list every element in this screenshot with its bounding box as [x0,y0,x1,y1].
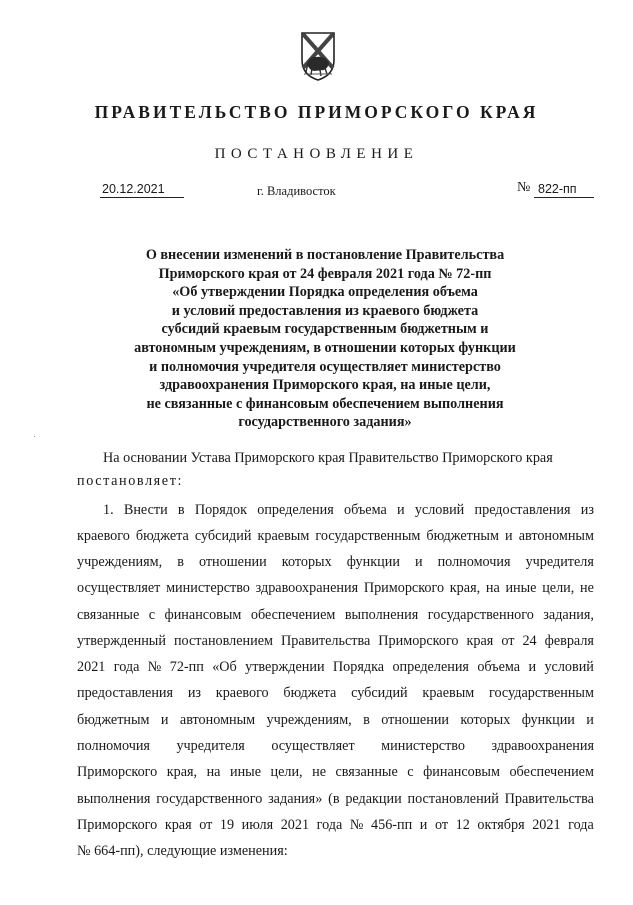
body-word: цели, [270,764,303,780]
body-word: 2021 [532,817,561,833]
body-line [77,631,594,651]
body-line [77,552,594,572]
body-line [77,605,594,625]
body-word: и [419,817,428,833]
body-word: края, [449,580,481,596]
body-line: постановляет: [77,473,184,489]
body-word: краевым [257,528,310,544]
body-word: цели, [542,580,575,596]
body-word: отношении [198,554,267,570]
body-word: 19 [219,817,235,833]
body-word: № [147,659,162,675]
body-word: предоставления [77,685,174,701]
body-word: краевым [422,685,475,701]
body-word: и [397,502,405,518]
body-word: государственным [315,528,421,544]
body-word: бюджета [135,528,189,544]
body-word: выполнения [344,607,419,623]
body-word: из [187,685,202,701]
body-word: в [177,554,184,570]
body-word: субсидий [194,528,252,544]
body-line [103,500,594,520]
body-word: не [580,580,594,596]
body-word: от [199,817,213,833]
body-word: здравоохранения [255,580,359,596]
body-word: которых [281,554,332,570]
body-word: краевого [77,528,130,544]
body-word: из [580,502,594,518]
body-line [77,710,594,730]
document-date: 20.12.2021 [100,182,184,198]
body-word: и [505,528,513,544]
body-word: 2021 [77,659,106,675]
body-word: определения [392,659,469,675]
body-word: и [528,659,537,675]
subject-line: и полномочия учредителя осуществляет министерство [149,358,501,375]
body-word: края [466,633,494,649]
government-title: ПРАВИТЕЛЬСТВО ПРИМОРСКОГО КРАЯ [94,102,539,122]
body-word: Правительства [504,791,594,807]
body-word: связанные [335,764,398,780]
body-word: Правительства [280,633,371,649]
body-line [77,578,594,598]
body-word: постановлением [173,633,273,649]
body-word: функции [521,712,575,728]
body-word: 2021 [280,817,310,833]
number-sign: № [517,180,531,195]
body-word: условий [414,502,465,518]
body-word: в [177,502,185,518]
body-word: которых [460,712,511,728]
body-word: учредителя [525,554,594,570]
body-word: Приморского [363,580,445,596]
body-word: 72-пп [169,659,204,675]
body-word: «Об [212,659,237,675]
body-word: учреждениям, [266,712,352,728]
body-word: (в [328,791,340,807]
body-word: отношении [381,712,450,728]
body-word: задания» [268,791,323,807]
body-word: субсидий [351,685,408,701]
body-word: Порядка [332,659,385,675]
body-line [77,683,594,703]
subject-line: и условий предоставления из краевого бюджета [171,302,479,319]
body-word: обеспечением [509,764,594,780]
body-word: обеспечением [250,607,336,623]
body-word: 24 [522,633,537,649]
body-word: финансовым [164,607,242,623]
body-word: Приморского [378,633,459,649]
body-word: и [414,554,423,570]
subject-line: автономным учреждениям, в отношении которых функции [134,339,516,356]
body-word: министерство [381,738,465,754]
body-word: предоставления [474,502,571,518]
body-word: автономным [179,712,256,728]
subject-line: Приморского края от 24 февраля 2021 года № 72-пп [158,265,492,282]
body-word: объема [477,659,521,675]
body-line [77,789,594,809]
body-word: Порядок [194,502,248,518]
body-word: учреждениям, [77,554,163,570]
body-word: иные [505,580,537,596]
body-word: от [501,633,515,649]
body-word: редакции [345,791,402,807]
body-word: связанные [77,607,140,623]
body-word: задания, [543,607,594,623]
body-word: утверждении [245,659,325,675]
body-word: краевого [215,685,269,701]
body-word: функции [346,554,400,570]
body-word: № [349,817,364,833]
body-line [77,526,594,546]
body-word: на [485,580,500,596]
body-word: и [160,712,169,728]
body-word: полномочия [437,554,511,570]
body-word: с [407,764,414,780]
coat-of-arms-emblem [298,30,338,82]
subject-line: О внесении изменений в постановление Правительства [145,247,505,263]
body-word: Внести [123,502,168,518]
body-word: автономным [518,528,594,544]
body-word: февраля [544,633,594,649]
subject-line: субсидий краевым государственным бюджетным и [161,321,489,338]
body-word: с [148,607,156,623]
body-word: на [206,764,221,780]
body-word: здравоохранения [491,738,594,754]
body-word: бюджетным [77,712,150,728]
subject-line: здравоохранения Приморского края, на иные цели, [159,377,491,394]
body-word: выполнения [77,791,151,807]
document-city: г. Владивосток [257,184,336,198]
body-word: края [164,817,192,833]
body-word: осуществляет [77,580,161,596]
body-word: бюджетным [426,528,499,544]
subject-line: «Об утверждении Порядка определения объема [172,284,478,301]
body-word: государственным [489,685,594,701]
document-number: 822-пп [534,182,594,198]
body-word: Приморского [77,764,158,780]
body-word: года [568,817,594,833]
body-line [77,815,594,835]
body-word: года [113,659,140,675]
subject-line: государственного задания» [238,414,412,431]
body-word: октября [477,817,525,833]
body-word: финансовым [423,764,500,780]
body-word: учредителя [176,738,245,754]
body-word: и [586,712,594,728]
document-subject [60,246,590,432]
body-word: утвержденный [77,633,166,649]
body-word: года [316,817,343,833]
body-word: не [312,764,326,780]
subject-line: не связанные с финансовым обеспечением выполнения [146,395,504,412]
body-word: от [434,817,449,833]
document-type: ПОСТАНОВЛЕНИЕ [214,146,419,162]
body-word: государственного [156,791,263,807]
body-word: бюджета [283,685,337,701]
body-word: определения [257,502,334,518]
body-word: полномочия [77,738,150,754]
body-word: в [363,712,370,728]
body-line [77,657,594,677]
body-word: Приморского [77,817,158,833]
scan-speck [34,436,35,437]
body-word: июля [241,817,274,833]
body-word: 1. [103,502,114,518]
body-word: 456-пп [371,817,413,833]
body-line: № 664-пп), следующие изменения: [77,843,288,859]
body-word: объема [343,502,387,518]
body-line: На основании Устава Приморского края Правительство Приморского края [103,450,553,466]
body-word: осуществляет [271,738,355,754]
body-word: условий [544,659,594,675]
body-word: постановлений [407,791,499,807]
body-word: министерство [166,580,250,596]
body-word: 12 [455,817,470,833]
body-line [77,736,594,756]
body-word: государственного [427,607,534,623]
body-word: края, [166,764,198,780]
body-word: иные [229,764,261,780]
body-line [77,762,594,782]
